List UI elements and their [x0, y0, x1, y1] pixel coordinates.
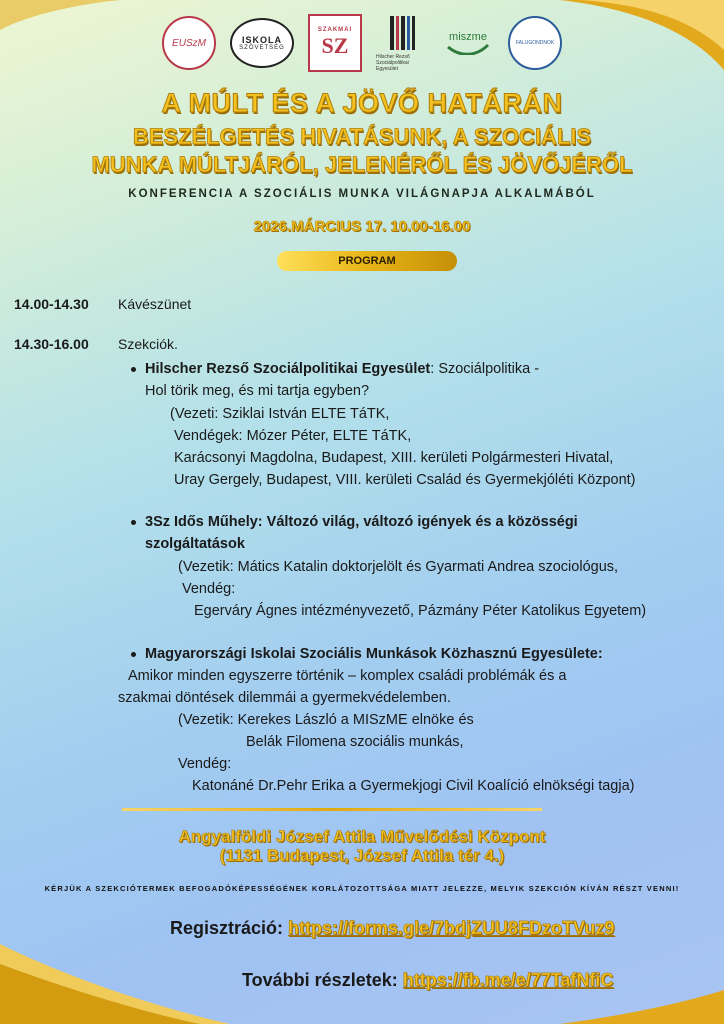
details-label: További részletek:	[242, 970, 403, 990]
section-3-detail: Belák Filomena szociális munkás,	[246, 734, 464, 750]
schedule-time: 14.00-14.30	[14, 296, 89, 312]
szakmai-logo-text: SZ	[321, 33, 349, 58]
iskola-logo-sub: SZÖVETSÉG	[239, 45, 285, 51]
venue-address: (1131 Budapest, József Attila tér 4.)	[219, 846, 505, 865]
page-title: A MÚLT ÉS A JÖVŐ HATÁRÁN	[161, 88, 563, 118]
gold-divider	[122, 808, 542, 811]
bottom-right-swoosh	[560, 990, 724, 1024]
section-3-detail: Katonáné Dr.Pehr Erika a Gyermekjogi Civil Koalíció elnökségi tagja)	[192, 778, 635, 794]
section-3-topic: Amikor minden egyszerre történik – komplex családi problémák és a	[128, 668, 567, 684]
section-2-detail: Egerváry Ágnes intézményvezető, Pázmány Péter Katolikus Egyetem)	[194, 603, 647, 619]
section-1-detail: (Vezeti: Sziklai István ELTE TáTK,	[170, 406, 390, 422]
section-2-detail: (Vezetik: Mátics Katalin doktorjelölt és Gyarmati Andrea szociológus,	[178, 559, 619, 575]
falu-logo	[508, 16, 562, 70]
section-1-detail: Karácsonyi Magdolna, Budapest, XIII. kerületi Polgármesteri Hivatal,	[174, 450, 614, 466]
registration-link[interactable]: https://forms.gle/7bdjZUU8FDzoTVuz9	[288, 918, 615, 938]
section-1-topic: : Szociálpolitika -	[430, 361, 540, 377]
venue-name: Angyalföldi József Attila Művelődési Központ	[178, 827, 546, 846]
bullet-dot	[131, 652, 136, 657]
section-3-title: Magyarországi Iskolai Szociális Munkások Közhasznú Egyesülete:	[145, 646, 603, 662]
section-1-org: Hilscher Rezső Szociálpolitikai Egyesület	[145, 361, 431, 377]
program-badge: PROGRAM	[277, 251, 457, 271]
bullet-dot	[131, 367, 136, 372]
section-1-heading	[145, 358, 539, 380]
section-3-detail: Vendég:	[178, 756, 232, 772]
section-1-detail: Uray Gergely, Budapest, VIII. kerületi Család és Gyermekjóléti Központ)	[174, 472, 636, 488]
bottom-left-swoosh	[0, 944, 230, 1024]
hilscher-emblem-icon	[387, 14, 417, 54]
hilscher-logo	[376, 14, 428, 72]
schedule-time: 14.30-16.00	[14, 336, 89, 352]
logo-row	[0, 12, 724, 74]
eusszm-logo-text: EUSzM	[172, 37, 206, 49]
szakmai-logo	[308, 14, 362, 72]
iskola-szovetseg-logo	[230, 18, 294, 68]
section-1-detail: Vendégek: Mózer Péter, ELTE TáTK,	[174, 428, 412, 444]
registration-notice: KÉRJÜK A SZEKCIÓTERMEK BEFOGADÓKÉPESSÉGÉNEK KORLÁTOZOTTSÁGA MIATT JELEZZE, MELYIK SZEKCIÓN KÍVÁN RÉSZT VENNI!	[44, 884, 680, 893]
miszme-logo	[442, 23, 494, 63]
miszme-logo-text: miszme	[449, 31, 487, 43]
hilscher-logo-text: Hilscher Rezső Szociálpolitikai Egyesület	[376, 54, 410, 72]
section-3-topic: szakmai döntések dilemmái a gyermekvédelemben.	[118, 690, 451, 706]
schedule-label: Szekciók.	[118, 336, 178, 352]
registration-label: Regisztráció:	[170, 918, 289, 938]
section-2-detail: Vendég:	[182, 581, 236, 597]
szakmai-logo-top: SZAKMAI	[317, 27, 353, 33]
schedule-label: Kávészünet	[118, 296, 192, 312]
section-3-detail: (Vezetik: Kerekes László a MISzME elnöke és	[178, 712, 474, 728]
registration-row	[170, 918, 614, 939]
miszme-swoosh-icon	[446, 43, 490, 55]
subtitle-line-1: BESZÉLGETÉS HIVATÁSUNK, A SZOCIÁLIS	[132, 124, 592, 149]
event-date: 2026.MÁRCIUS 17. 10.00-16.00	[253, 218, 471, 235]
iskola-logo-text: ISKOLA	[241, 35, 282, 45]
eusszm-logo	[162, 16, 216, 70]
section-1-topic-line: Hol törik meg, és mi tartja egyben?	[145, 383, 370, 399]
details-row	[242, 970, 613, 991]
falu-logo-text: FALUGONDNOK	[515, 40, 555, 46]
section-2-title: 3Sz Idős Műhely: Változó világ, változó igények és a közösségi	[145, 514, 578, 530]
bullet-dot	[131, 520, 136, 525]
section-2-title-cont: szolgáltatások	[145, 536, 245, 552]
conference-line: KONFERENCIA A SZOCIÁLIS MUNKA VILÁGNAPJA ALKALMÁBÓL	[128, 188, 596, 200]
subtitle-line-2: MUNKA MÚLTJÁRÓL, JELENÉRŐL ÉS JÖVŐJÉRŐL	[91, 152, 633, 177]
details-link[interactable]: https://fb.me/e/77TafNfiC	[402, 970, 614, 990]
